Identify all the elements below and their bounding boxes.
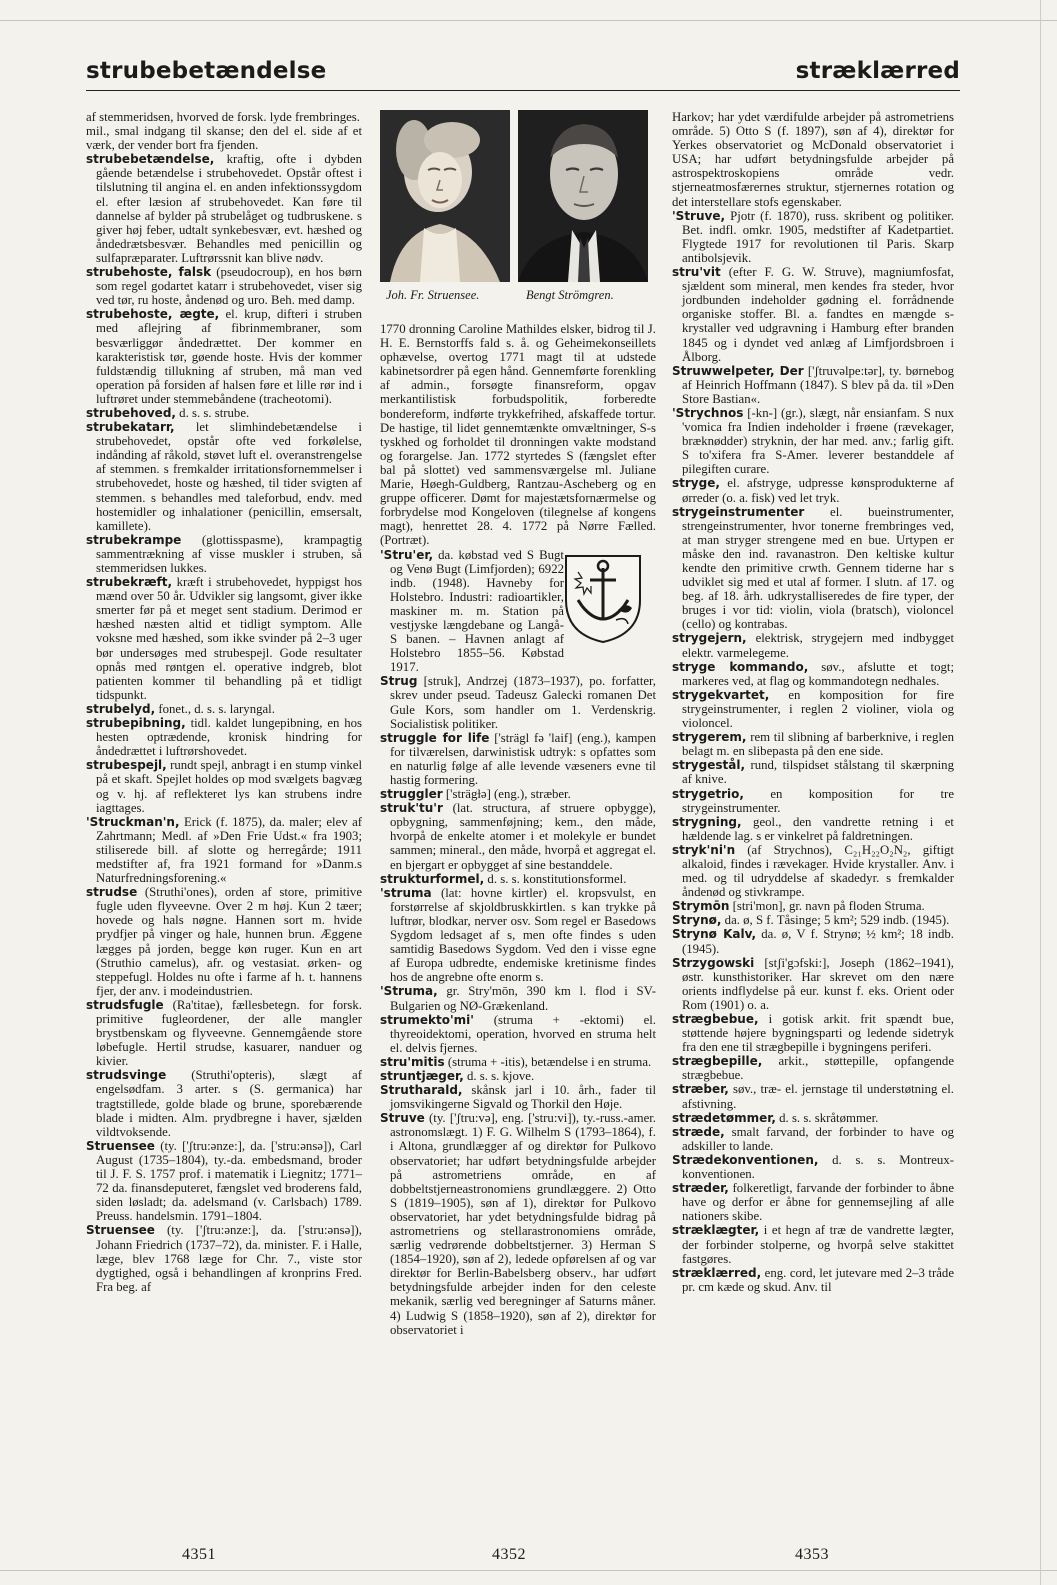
entry-headword: struk'tu'r bbox=[380, 801, 443, 816]
column-2 bbox=[380, 110, 656, 1337]
dictionary-entry bbox=[380, 1055, 656, 1069]
entry-text: [stri'mon], gr. navn på floden Struma. bbox=[732, 899, 925, 914]
dictionary-entry bbox=[672, 913, 954, 927]
entry-text: folkeretligt, farvande der forbinder to åbne have og derfor er åbne for gennemsejling af alle nationers skibe. bbox=[682, 1181, 954, 1224]
entry-headword: 'Struma, bbox=[380, 984, 438, 999]
dictionary-entry bbox=[380, 1013, 656, 1055]
entry-headword: strygekvartet, bbox=[672, 687, 770, 702]
dictionary-entry bbox=[86, 575, 362, 702]
portrait-struensee-image bbox=[380, 110, 510, 282]
entry-headword: Strymōn bbox=[672, 899, 730, 914]
dictionary-entry bbox=[86, 998, 362, 1068]
dictionary-entry bbox=[672, 1082, 954, 1110]
entry-text: gr. Stry'mōn, 390 km l. flod i SV-Bulgarien og NØ-Grækenland. bbox=[390, 984, 656, 1013]
dictionary-entry bbox=[86, 758, 362, 814]
entry-text: el. afstryge, udpresse kønsprodukterne af ørreder (o. a. fisk) ved let tryk. bbox=[682, 476, 954, 505]
entry-text: d. s. s. skråtømmer. bbox=[779, 1110, 879, 1125]
entry-text: [stʃi'gɔfski:], Joseph (1862–1941), østr. kunsthistoriker. Har skrevet om den nære orients indflydelse på eur. kunst f. eks. Orient oder Rom (1901) o. a. bbox=[682, 955, 954, 1012]
entry-headword: Strynø, bbox=[672, 913, 722, 928]
dictionary-entry bbox=[86, 406, 362, 420]
dictionary-entry bbox=[672, 505, 954, 632]
entry-text: (struma + -ektomi) el. thyreoidektomi, operation, hvorved en struma helt el. delvis fjernes. bbox=[390, 1012, 657, 1055]
entry-text: d. s. s. kjove. bbox=[466, 1068, 535, 1083]
entry-text: søv., afslutte et togt; markeres ved, at flag og kommandotegn nedhales. bbox=[682, 659, 955, 688]
entry-headword: stræklægter, bbox=[672, 1223, 760, 1238]
entry-headword: strudsfugle bbox=[86, 997, 164, 1012]
crest-figure bbox=[570, 550, 656, 646]
portrait-stromgren-image bbox=[518, 110, 648, 282]
column-1 bbox=[86, 110, 362, 1294]
entry-text: (efter F. G. W. Struve), magniumfosfat, sjældent som mineral, men kendes fra steder, hvor jordbunden indeholder gødning el. forrådnende organiske stoffer. Bl. a. fandtes en mængde s-krystaller ved udgravning i Hamburg efter branden 1845 og i dyndet ved anlæg af Limfjordsbroen i Ålborg. bbox=[682, 265, 954, 364]
entry-headword: strudsvinge bbox=[86, 1068, 167, 1083]
entry-headword: strygning, bbox=[672, 814, 742, 829]
entry-headword: struntjæger, bbox=[380, 1068, 464, 1083]
entry-text: skånsk jarl i 10. årh., fader til jomsvikingerne Sigvald og Thorkil den Høje. bbox=[390, 1083, 657, 1112]
portrait-struensee bbox=[380, 110, 510, 282]
dictionary-entry bbox=[672, 110, 954, 209]
entry-text: søv., træ- el. jernstage til understøtning el. afstivning. bbox=[682, 1082, 954, 1111]
dictionary-entry bbox=[672, 209, 954, 265]
entry-text: da. ø, V f. Strynø; ½ km²; 18 indb. (1945). bbox=[682, 927, 954, 956]
dictionary-entry bbox=[672, 815, 954, 843]
dictionary-entry bbox=[380, 731, 656, 787]
dictionary-entry bbox=[672, 660, 954, 688]
entry-headword: Struensee bbox=[86, 1138, 155, 1153]
entry-text: d. s. s. konstitutionsformel. bbox=[487, 871, 627, 886]
dictionary-entry bbox=[86, 716, 362, 758]
entry-text: (pseudocroup), en hos børn som regel godartet katarr i strubehovedet, viser sig ved tør, ru hoste, åndenød og uro. Beh. med damp. bbox=[96, 265, 362, 308]
entry-text: rundt spejl, anbragt i en stump vinkel på et skaft. Spejlet holdes op mod svælgets bagvæg og v. hj. af reflekteret lys kan strubens indre iagttages. bbox=[96, 758, 362, 815]
entry-text: rund, tilspidset stålstang til skærpning af knive. bbox=[682, 758, 954, 787]
dictionary-entry bbox=[380, 1111, 656, 1337]
entry-text: ['strägl fə 'laif] (eng.), kampen for tilværelsen, darwinistisk udtryk: s opfattes som en naturlig følge af alle levende væseners evne til hastig formering. bbox=[390, 730, 656, 787]
entry-text: ['strägɫə] (eng.), stræber. bbox=[445, 787, 571, 802]
entry-text: en komposition for tre strygeinstrumenter. bbox=[682, 786, 954, 815]
dictionary-entry bbox=[380, 787, 656, 801]
entry-headword: struggler bbox=[380, 787, 443, 802]
entry-text: eng. cord, let jutevare med 2–3 tråde pr. cm kæde og skud. Anv. til bbox=[682, 1265, 954, 1294]
entry-headword: strubekrampe bbox=[86, 532, 182, 547]
entry-headword: strubehoved, bbox=[86, 405, 176, 420]
entry-headword: Strædekonventionen, bbox=[672, 1152, 819, 1167]
entry-text: kraftig, ofte i dybden gående betændelse i strubehovedet. Opstår oftest i tilslutning til angina el. en anden infektionssygdom el. efter læsion af strubehovedet. Kan føre til dannelse af bylder på strubelåget og tudbruskene. s giver høj feber, udtalt synkebesvær, evt. hæshed og åndedrætsbesvær. Behandles med penicillin og sulfapræparater. Luftrørssnit kan blive nødv. bbox=[96, 152, 363, 265]
entry-text: (af Strychnos), C₂₁H₂₂O₂N₂, giftigt alkaloid, findes i rævekager. Hvide krystaller. Anv. i med. og til udryddelse af skadedyr. s fremkalder åndenød og stivkrampe. bbox=[682, 842, 954, 900]
entry-text: i et hegn af træ de vandrette lægter, der forbinder stolperne, og hvorpå selve stakittet fastgøres. bbox=[682, 1223, 954, 1266]
dictionary-entry bbox=[380, 886, 656, 985]
header-right-word: stræklærred bbox=[795, 58, 960, 84]
entry-text: Pjotr (f. 1870), russ. skribent og politiker. Bet. indfl. omkr. 1905, medstifter af Kadetpartiet. Flygtede 1917 for revolutionen til Paris. Skarp antibolsjevik. bbox=[682, 208, 954, 265]
scan-edge-top bbox=[0, 20, 1057, 21]
entry-headword: struggle for life bbox=[380, 730, 490, 745]
scan-edge-bottom bbox=[0, 1570, 1057, 1571]
dictionary-entry bbox=[380, 1083, 656, 1111]
entry-headword: strygetrio, bbox=[672, 786, 744, 801]
entry-text: af stemmeridsen, hvorved de forsk. lyde frembringes. bbox=[86, 110, 360, 124]
dictionary-entry bbox=[672, 899, 954, 913]
entry-headword: strygerem, bbox=[672, 730, 747, 745]
entry-headword: strubekræft, bbox=[86, 575, 173, 590]
entry-headword: stræklærred, bbox=[672, 1265, 762, 1280]
entry-text: rem til slibning af barberknive, i reglen belagt m. en slibepasta på den ene side. bbox=[682, 730, 955, 759]
column-3 bbox=[672, 110, 954, 1294]
dictionary-entry bbox=[672, 1153, 954, 1181]
dictionary-entry bbox=[86, 152, 362, 265]
entry-headword: 'Struve, bbox=[672, 208, 726, 223]
entry-headword: strubepibning, bbox=[86, 716, 186, 731]
entry-headword: Strug bbox=[380, 674, 418, 689]
entry-headword: stru'vit bbox=[672, 265, 721, 280]
entry-text: d. s. s. strube. bbox=[179, 405, 250, 420]
entry-text: (Struthi'opteris), slægt af engelsødfam. 3 arter. s (S. germanica) har tragtstillede, golde blade og brune, sporebærende blade i midten. Alm. prydbregne i haver, sjælden vildtvoksende. bbox=[96, 1068, 362, 1139]
entry-headword: strubekatarr, bbox=[86, 420, 175, 435]
scan-edge-right bbox=[1040, 0, 1041, 1585]
dictionary-entry bbox=[672, 843, 954, 899]
dictionary-entry bbox=[672, 1223, 954, 1265]
entry-text: da. købstad ved S Bugt og Venø Bugt (Limfjorden); 6922 indb. (1948). Havneby for Holstebro. Industri: radioartikler, maskiner m. m. Station på vestjyske længdebane og Langå-S banen. – Havnen anlagt af Holstebro 1855–56. Købstad 1917. bbox=[390, 547, 564, 675]
dictionary-entry bbox=[86, 265, 362, 307]
struer-coat-of-arms bbox=[560, 550, 646, 646]
caption-struensee: Joh. Fr. Struensee. bbox=[386, 288, 480, 302]
entry-headword: strygestål, bbox=[672, 758, 745, 773]
dictionary-entry bbox=[672, 1125, 954, 1153]
dictionary-entry bbox=[86, 815, 362, 885]
entry-headword: strubebetændelse, bbox=[86, 152, 215, 167]
column-2-entries bbox=[380, 322, 656, 1337]
dictionary-entry bbox=[672, 1266, 954, 1294]
entry-text: el. krup, difteri i struben med aflejring af fibrinmembraner, som besværliggør åndedrættet. Der kommer en karakteristisk tør, gøende hoste. Hvis der kommer fuldstændig tillukning af struben, må man ved operation på forsiden af halsen føre et lille rør ind i luftrøret under stemmebåndene (tracheotomi). bbox=[96, 307, 362, 406]
header-left-word: strubebetændelse bbox=[86, 58, 327, 84]
entry-text: arkit., støttepille, opfangende strægbebue. bbox=[682, 1054, 954, 1083]
entry-headword: 'Strychnos bbox=[672, 405, 744, 420]
entry-headword: stræde, bbox=[672, 1124, 725, 1139]
entry-headword: 'Struckman'n, bbox=[86, 814, 180, 829]
entry-headword: Strutharald, bbox=[380, 1083, 463, 1098]
dictionary-entry bbox=[86, 533, 362, 575]
entry-headword: Struve bbox=[380, 1111, 425, 1126]
dictionary-entry bbox=[86, 885, 362, 998]
dictionary-entry bbox=[672, 730, 954, 758]
dictionary-entry bbox=[86, 124, 362, 152]
dictionary-entry bbox=[86, 110, 362, 124]
portrait-pair bbox=[380, 110, 656, 318]
entry-text: smalt farvand, der forbinder to have og adskiller to lande. bbox=[682, 1124, 955, 1153]
entry-headword: Strynø Kalv, bbox=[672, 927, 757, 942]
dictionary-entry bbox=[672, 688, 954, 730]
dictionary-entry bbox=[672, 265, 954, 364]
dictionary-entry bbox=[672, 364, 954, 406]
entry-headword: strægbepille, bbox=[672, 1054, 763, 1069]
entry-headword: strubehoste, falsk bbox=[86, 265, 212, 280]
dictionary-entry bbox=[672, 1111, 954, 1125]
entry-headword: stru'mitis bbox=[380, 1054, 445, 1069]
entry-headword: strukturformel, bbox=[380, 871, 485, 886]
dictionary-entry bbox=[672, 476, 954, 504]
dictionary-entry bbox=[380, 548, 656, 675]
entry-headword: strygejern, bbox=[672, 631, 747, 646]
entry-text: da. ø, S f. Tåsinge; 5 km²; 529 indb. (1945). bbox=[724, 913, 950, 928]
dictionary-entry bbox=[380, 872, 656, 886]
entry-headword: 'Stru'er, bbox=[380, 547, 434, 562]
dictionary-entry bbox=[86, 1139, 362, 1224]
entry-text: kræft i strubehovedet, hyppigst hos mænd over 50 år. Udvikler sig langsomt, giver ikke smerter før på et meget sent stadium. Derimod er hæshed næsten altid et tidligt symptom. Alle voksne med hæshed, som ikke svinder på 2–3 uger bør undersøges med strubespejl. Gode resultater opnås med røntgen el. operative indgreb, blot patienten kommer til behandling på et tidligt tidspunkt. bbox=[96, 575, 362, 702]
dictionary-entry bbox=[86, 1068, 362, 1138]
entry-headword: stræber, bbox=[672, 1082, 729, 1097]
entry-headword: Struwwelpeter, Der bbox=[672, 363, 804, 378]
entry-headword: Struensee bbox=[86, 1223, 155, 1238]
entry-text: (struma + -itis), betændelse i en struma. bbox=[447, 1054, 652, 1069]
caption-stromgren: Bengt Strömgren. bbox=[526, 288, 614, 302]
entry-text: elektrisk, strygejern med indbygget elektr. varmelegeme. bbox=[682, 631, 954, 660]
dictionary-entry bbox=[672, 631, 954, 659]
dictionary-entry bbox=[380, 801, 656, 871]
dictionary-entry bbox=[672, 787, 954, 815]
dictionary-entry bbox=[86, 702, 362, 716]
dictionary-entry bbox=[672, 1012, 954, 1054]
entry-headword: strubelyd, bbox=[86, 701, 156, 716]
entry-text: 1770 dronning Caroline Mathildes elsker, bidrog til J. H. E. Bernstorffs fald s. å. og Geheimekonseillets ophævelse, overtog 1771 magt til at udstede kabinetsordrer på egen hånd. Gennemførte forenkling af admin., forsøgte finansreform, opgav merkantilistisk forbudspolitik, forberedte bondereform, indførte trykkefrihed, afskaffede tortur. De hastige, til lidet gennemtænkte omvæltninger, S-s tyskhed og forholdet til dronningen vakte modstand og forargelse. Jan. 1772 styrtedes S (fængslet efter bal på slottet) ved sammensværgelse ml. Juliane Marie, Høegh-Guldberg, Rantzau-Ascheberg og en gruppe officerer. Dømt for majestætsfornærmelse og forbrydelse mod Kongeloven (tilegnelse af kongens magt), henrettet 28. 4. 1772 på Nørre Fælled. (Portræt). bbox=[380, 322, 656, 548]
entry-text: (Ra'titae), fællesbetegn. for forsk. primitive fugleordener, der alle mangler brystbenskam og flyveevne. Gennemgående store løbefugle. Hertil strudse, kasuarer, nanduer og kivier. bbox=[96, 997, 362, 1069]
entry-text: [struk], Andrzej (1873–1937), po. forfatter, skrev under pseud. Tadeusz Galecki romanen Det Gule Kors, som handler om 1. Verdenskrig. Socialistisk politiker. bbox=[390, 674, 656, 731]
entry-text: ['ʃtruvəlpe:tər], ty. børnebog af Heinrich Hoffmann (1847). S blev på da. til »Den Store Bastian«. bbox=[682, 363, 954, 406]
entry-headword: stræder, bbox=[672, 1181, 729, 1196]
entry-text: d. s. s. Montreux-konventionen. bbox=[682, 1152, 954, 1182]
entry-text: let slimhindebetændelse i strubehovedet, opstår ofte ved forkølelse, indånding af råkold, støvet luft el. overanstrengelse af stemmen. s fremkalder irritationsfornemmelser i strubehovedet, hoste og hæshed, til tider svigten af stemmen. s behandles med taleforbud, endv. med hostemidler og inhalationer (penicillin, emsersalt, kamillete). bbox=[96, 420, 362, 533]
dictionary-entry bbox=[672, 927, 954, 955]
entry-text: i gotisk arkit. frit spændt bue, støttende højere bygningsparti og ledende sidetryk fra den ene til strægbepille i bygningens periferi. bbox=[682, 1012, 954, 1055]
entry-headword: strubespejl, bbox=[86, 758, 167, 773]
entry-text: el. bueinstrumenter, strengeinstrumenter, hvor tonerne frembringes ved, at man stryger strengene med en bue. Urtypen er måske den ind. ravanastron. Den keltiske kultur kendte den primitive crwth. Gennem tiderne har s udviklet sig med et utal af former. I slutn. af 17. og beg. af 18. årh. udkrystalliseredes de fire typer, der bruges i vor tid: violin, viola (bratsch), violoncel (cello) og kontrabas. bbox=[682, 504, 954, 632]
dictionary-entry bbox=[380, 1069, 656, 1083]
page-number-left: 4351 bbox=[182, 1546, 216, 1563]
entry-headword: strægbebue, bbox=[672, 1012, 759, 1026]
entry-headword: stryge, bbox=[672, 476, 720, 491]
entry-headword: strygeinstrumenter bbox=[672, 504, 805, 519]
entry-text: en komposition for fire strygeinstrumenter, i reglen 2 violiner, viola og violoncel. bbox=[682, 687, 954, 731]
entry-text: [-kn-] (gr.), slægt, når ensianfam. S nux 'vomica fra Indien indeholder i frøene (rævekager, bræknødder) stryknin, der har med. anv.; farlig gift. S to'xifera fra S-Amer. leverer bestanddele af pilegiften curare. bbox=[682, 405, 954, 477]
entry-text: (lat. structura, af struere opbygge), opbygning, sammenføjning; kem., den måde, hvorpå de enkelte atomer i et molekyle er bundet sammen; mineral., den måde, hvorpå et aggregat el. en bjergart er opbygget af sine bestanddele. bbox=[390, 801, 657, 872]
page-number-right: 4353 bbox=[795, 1546, 829, 1563]
page-number-middle: 4352 bbox=[492, 1546, 526, 1563]
entry-text: (Struthi'ones), orden af store, primitive fugle uden flyveevne. Over 2 m høj. Kun 2 tæer; hovede og hals nøgne. Hannen sort m. hvide prydfjer på vinger og hale, hunnen brun. Æggene lægges på jorden, begge køn ruger. Kun en art (Struthio camelus), afr. og vestasiat. ørken- og steppefugl. Holdes nu ofte i farme af h. t. hannens fjer, der anv. i modeindustrien. bbox=[96, 885, 362, 998]
dictionary-entry bbox=[672, 1054, 954, 1082]
entry-text: (lat: hovne kirtler) el. kropsvulst, en forstørrelse af skjoldbruskkirtlen. s kan trykke på luftrør, blodkar, nerver osv. Som regel er Basedows Sygdom ledsaget af s, men ofte findes s uden samtidig Basedows Sygdom. Ved den i visse egne af Europa udbredte, endemiske kretinisme findes hos de angrebne ofte enorm s. bbox=[390, 885, 656, 985]
entry-headword: stryge kommando, bbox=[672, 659, 809, 674]
entry-text: fonet., d. s. s. laryngal. bbox=[158, 701, 275, 716]
dictionary-entry bbox=[380, 984, 656, 1012]
entry-text: (ty. ['ʃtru:və], eng. ['stru:vi]), ty.-russ.-amer. astronomslægt. 1) F. G. Wilhelm S (1793–1864), f. i Altona, grundlægger af og direktør for Pulkovo observatoriet; har udført betydningsfulde arbejder på astrometriens område, en af dobbeltstjerneastronomiens grundlæggere. 2) Otto S (1819–1905), søn af 1), direktør for Pulkovo observatoriet, har ydet betydningsfulde bidrag på astrometriens og stellarastronomiens område, særlig vedrørende dobbeltstjerner. 3) Herman S (1854–1920), søn af 2), ledede opførelsen af og var direktør for Berlin-Babelsberg observ., har udført betydningsfulde arbejder inden for den celeste mekanik, særlig ved beregninger af Saturns måner. 4) Ludwig S (1858–1920), søn af 2), direktør for observatoriet i bbox=[390, 1111, 657, 1337]
entry-text: (ty. ['ʃtru:ənze:], da. ['stru:ənsə]), Carl August (1735–1804), ty.-da. embedsmand, broder til J. F. S. 1757 prof. i matematik i Liegnitz; 1771–72 da. finansdeputeret, fængslet ved broderens fald, siden løsladt; da. adelsmand (v. Carlsbach) 1789. Preuss. handelsmin. 1791–1804. bbox=[96, 1138, 362, 1224]
dictionary-entry bbox=[672, 758, 954, 786]
dictionary-entry bbox=[672, 956, 954, 1012]
entry-headword: stryk'ni'n bbox=[672, 842, 736, 857]
entry-text: geol., den vandrette retning i et hældende lag. s er vinkelret på faldretningen. bbox=[682, 814, 954, 843]
dictionary-entry bbox=[86, 420, 362, 533]
dictionary-entry bbox=[86, 1223, 362, 1293]
entry-headword: strumekto'mi' bbox=[380, 1012, 474, 1027]
dictionary-entry bbox=[380, 674, 656, 730]
entry-headword: Strzygowski bbox=[672, 955, 755, 970]
entry-text: mil., smal indgang til skanse; den del el. side af et værk, der vender bort fra fjenden. bbox=[86, 124, 362, 153]
entry-headword: 'struma bbox=[380, 885, 432, 900]
entry-headword: strædetømmer, bbox=[672, 1110, 776, 1125]
running-header bbox=[86, 54, 960, 91]
entry-headword: strubehoste, ægte, bbox=[86, 307, 220, 322]
portrait-stromgren bbox=[518, 110, 648, 282]
dictionary-entry bbox=[672, 406, 954, 476]
entry-headword: strudse bbox=[86, 885, 138, 900]
dictionary-entry bbox=[672, 1181, 954, 1223]
entry-text: (ty. ['ʃtru:ənze:], da. ['stru:ənsə]), Johann Friedrich (1737–72), da. minister. F. i Halle, læge, blev 1768 læge for Chr. 7., viste stor dygtighed, også i behandlingen af kronprins Fred. Fra beg. af bbox=[96, 1223, 362, 1294]
entry-text: Harkov; har ydet værdifulde arbejder på astrometriens område. 5) Otto S (f. 1897), søn af 4), direktør for Yerkes observatoriet og McDonald observatoriet i USA; har udført betydningsfulde arbejder på astrospektroskopiens område vedr. stjerneatmosfærernes struktur, stjernernes rotation og det interstellare stofs egenskaber. bbox=[672, 110, 954, 209]
entry-text: Erick (f. 1875), da. maler; elev af Zahrtmann; Medl. af »Den Frie Udst.« fra 1903; stiliserede bill. af slotte og herregårde; 1911 medstifter af, fra 1921 formand for »Danm.s Naturfredningsforening.« bbox=[96, 814, 363, 886]
dictionary-entry bbox=[86, 307, 362, 406]
dictionary-entry bbox=[380, 322, 656, 548]
entry-text: (glottisspasme), krampagtig sammentrækning af visse muskler i struben, så stemmeridsen lukkes. bbox=[96, 532, 362, 575]
entry-text: tidl. kaldet lungepibning, en hos hesten optrædende, kronisk hindring for åndedrættet i luftrørshovedet. bbox=[96, 716, 363, 759]
